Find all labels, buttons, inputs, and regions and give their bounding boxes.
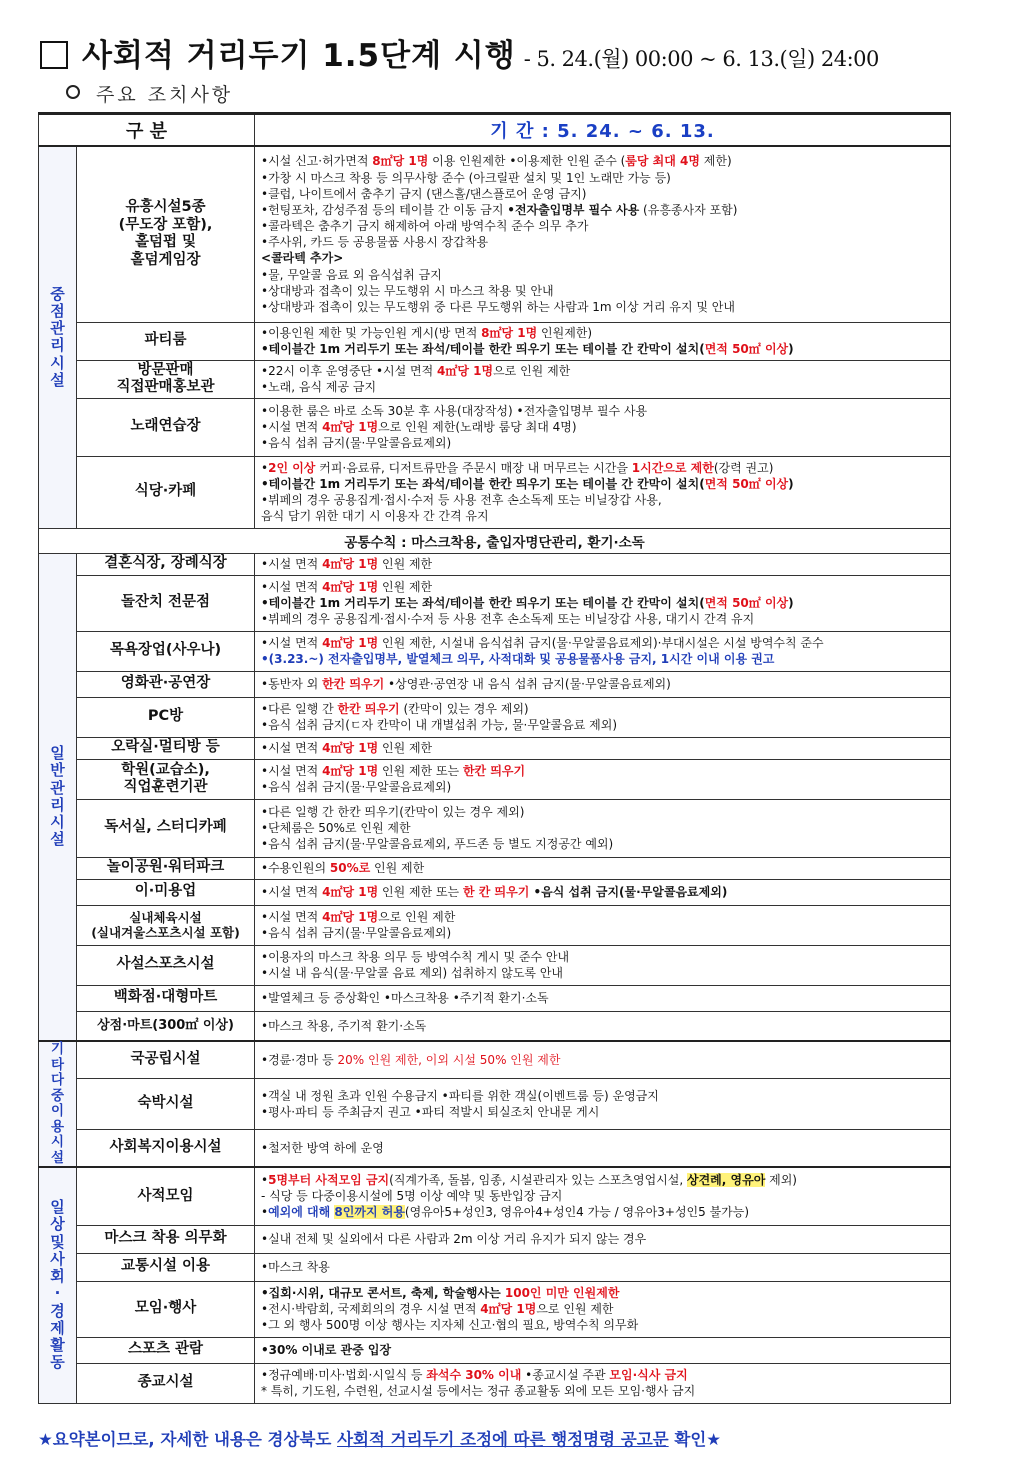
facility-details: •2인 이상 커피·음료류, 디저트류만을 주문시 매장 내 머무르는 시간을 1시간으로 제한(강력 권고) •테이블간 1m 거리두기 또는 좌석/테이블 한칸 띄우기 또는 테이블 간 칸막이 설치(면적 50㎡ 이상) •뷔페의 경우 공용집게·접시·수저 등 사용 전후 손소독제 또는 비닐장갑 사용, 음식 담기 위한 대기 시 이용자 간 간격 유지 (255, 456, 951, 528)
facility-details: •마스크 착용 (255, 1253, 951, 1281)
common-rule-row (39, 528, 951, 553)
measures-table (38, 112, 951, 1404)
table-row (39, 985, 951, 1011)
table-row (39, 1281, 951, 1337)
table-row (39, 456, 951, 528)
facility-details: •정규예배·미사·법회·시일식 등 좌석수 30% 이내 •종교시설 주관 모임·식사 금지 * 특히, 기도원, 수련원, 선교시설 등에서는 정규 종교활동 외에 모든 모임·행사 금지 (255, 1363, 951, 1403)
facility-name: 독서실, 스터디카페 (77, 799, 255, 857)
facility-details: •수용인원의 50%로 인원 제한 (255, 857, 951, 879)
facility-name: 영화관·공연장 (77, 671, 255, 697)
facility-name: 결혼식장, 장례식장 (77, 553, 255, 575)
facility-name: 파티룸 (77, 322, 255, 360)
table-row (39, 322, 951, 360)
facility-details: •이용한 룸은 바로 소독 30분 후 사용(대장작성) •전자출입명부 필수 사용 •시설 면적 4㎡당 1명으로 인원 제한(노래방 룸당 최대 4명) •음식 섭취 금지(물·무알콜음료제외) (255, 398, 951, 456)
facility-name: 목욕장업(사우나) (77, 631, 255, 671)
footer-text-end: 확인★ (668, 1430, 722, 1449)
table-row (39, 799, 951, 857)
table-row (39, 553, 951, 575)
facility-details: •시설 면적 4㎡당 1명 인원 제한 또는 한 칸 띄우기 •음식 섭취 금지(물·무알콜음료제외) (255, 879, 951, 905)
table-row (39, 146, 951, 322)
facility-details: •경륜·경마 등 20% 인원 제한, 이외 시설 50% 인원 제한 (255, 1041, 951, 1079)
facility-details: •집회·시위, 대규모 콘서트, 축제, 학술행사는 100인 미만 인원제한 •전시·박람회, 국제회의의 경우 시설 면적 4㎡당 1명으로 인원 제한 •그 외 행사 500명 이상 행사는 지자체 신고·협의 필요, 방역수칙 의무화 (255, 1281, 951, 1337)
facility-details: •30% 이내로 관중 입장 (255, 1337, 951, 1363)
facility-name: 사적모임 (77, 1167, 255, 1225)
facility-name: 사설스포츠시설 (77, 945, 255, 985)
group-label-focus: 중점관리시설 (39, 146, 77, 528)
facility-name: 오락실·멀티방 등 (77, 737, 255, 759)
group-label-other: 기타다중이용시설 (39, 1041, 77, 1167)
table-row (39, 1011, 951, 1041)
header-period: 기 간 : 5. 24. ~ 6. 13. (255, 114, 951, 147)
circle-bullet-icon (66, 85, 80, 99)
table-row (39, 1079, 951, 1129)
facility-name: 교통시설 이용 (77, 1253, 255, 1281)
common-rule: 공통수칙 : 마스크착용, 출입자명단관리, 환기·소독 (39, 528, 951, 553)
facility-name: 숙박시설 (77, 1079, 255, 1129)
facility-details: •동반자 외 한칸 띄우기 •상영관·공연장 내 음식 섭취 금지(물·무알콜음료제외) (255, 671, 951, 697)
facility-name: 국공립시설 (77, 1041, 255, 1079)
table-row (39, 631, 951, 671)
table-row (39, 737, 951, 759)
table-row (39, 879, 951, 905)
facility-name: 놀이공원·워터파크 (77, 857, 255, 879)
facility-name: 유흥시설5종 (무도장 포함), 홀덤펍 및 홀덤게임장 (77, 146, 255, 322)
table-row (39, 398, 951, 456)
facility-details: •시설 면적 4㎡당 1명 인원 제한 (255, 737, 951, 759)
period-range: - 5. 24.(월) 00:00 ~ 6. 13.(일) 24:00 (523, 47, 879, 71)
page-header (40, 30, 1000, 74)
facility-name: 백화점·대형마트 (77, 985, 255, 1011)
facility-details: •시설 면적 4㎡당 1명으로 인원 제한 •음식 섭취 금지(물·무알콜음료제외) (255, 905, 951, 945)
facility-details: •이용인원 제한 및 가능인원 게시(방 면적 8㎡당 1명 인원제한) •테이블간 1m 거리두기 또는 좌석/테이블 한칸 띄우기 또는 테이블 간 칸막이 설치(면적 50㎡ 이상) (255, 322, 951, 360)
facility-details: •시설 면적 4㎡당 1명 인원 제한 •테이블간 1m 거리두기 또는 좌석/테이블 한칸 띄우기 또는 테이블 간 칸막이 설치(면적 50㎡ 이상) •뷔페의 경우 공용집게·접시·수저 등 사용 전후 손소독제 또는 비닐장갑 사용, 대기시 간격 유지 (255, 575, 951, 631)
table-row (39, 1253, 951, 1281)
facility-name: 돌잔치 전문점 (77, 575, 255, 631)
facility-details: •시설 면적 4㎡당 1명 인원 제한 또는 한칸 띄우기 •음식 섭취 금지(물·무알콜음료제외) (255, 759, 951, 799)
footer-note (38, 1426, 721, 1450)
facility-name: 실내체육시설 (실내겨울스포츠시설 포함) (77, 905, 255, 945)
table-row (39, 1363, 951, 1403)
facility-details: •시설 신고·허가면적 8㎡당 1명 이용 인원제한 •이용제한 인원 준수 (룸당 최대 4명 제한) •가창 시 마스크 착용 등 의무사항 준수 (아크릴판 설치 및 1인 노래만 가능 등) •클럽, 나이트에서 춤추기 금지 (댄스홀/댄스플로어 운영 금지) •헌팅포차, 감성주점 등의 테이블 간 이동 금지 •전자출입명부 필수 사용 (유흥종사자 포함) •콜라텍은 춤추기 금지 해제하여 아래 방역수칙 준수 의무 추가 •주사위, 카드 등 공용물품 사용시 장갑착용 <콜라텍 추가> •물, 무알콜 음료 외 음식섭취 금지 •상대방과 접촉이 있는 무도행위 시 마스크 착용 및 안내 •상대방과 접촉이 있는 무도행위 중 다른 무도행위 하는 사람과 1m 이상 거리 유지 및 안내 (255, 146, 951, 322)
table-row (39, 1129, 951, 1167)
facility-details: •다른 일행 간 한칸 띄우기(칸막이 있는 경우 제외) •단체룸은 50%로 인원 제한 •음식 섭취 금지(물·무알콜음료제외, 푸드존 등 별도 지정공간 예외) (255, 799, 951, 857)
facility-details: •다른 일행 간 한칸 띄우기 (칸막이 있는 경우 제외) •음식 섭취 금지(ㄷ자 칸막이 내 개별섭취 가능, 물·무알콜음료 제외) (255, 697, 951, 737)
section-subtitle (66, 80, 233, 107)
facility-name: PC방 (77, 697, 255, 737)
header-category: 구 분 (39, 114, 255, 147)
facility-details: •객실 내 정원 초과 인원 수용금지 •파티를 위한 객실(이벤트룸 등) 운영금지 •평사·파티 등 주최금지 권고 •파티 적발시 퇴실조치 안내문 게시 (255, 1079, 951, 1129)
table-row (39, 1225, 951, 1253)
facility-name: 사회복지이용시설 (77, 1129, 255, 1167)
table-row (39, 697, 951, 737)
facility-name: 상점·마트(300㎡ 이상) (77, 1011, 255, 1041)
table-row (39, 1337, 951, 1363)
square-bullet-icon (40, 41, 68, 69)
table-row (39, 360, 951, 398)
facility-details: •실내 전체 및 실외에서 다른 사람과 2m 이상 거리 유지가 되지 않는 경우 (255, 1225, 951, 1253)
facility-name: 학원(교습소), 직업훈련기관 (77, 759, 255, 799)
table-row (39, 1041, 951, 1079)
table-row (39, 671, 951, 697)
facility-name: 방문판매 직접판매홍보관 (77, 360, 255, 398)
facility-details: •시설 면적 4㎡당 1명 인원 제한, 시설내 음식섭취 금지(물·무알콜음료제외)·부대시설은 시설 방역수칙 준수 •(3.23.~) 전자출입명부, 발열체크 의무, 사적대화 및 공용물품사용 금지, 1시간 이내 이용 권고 (255, 631, 951, 671)
facility-details: •22시 이후 운영중단 •시설 면적 4㎡당 1명으로 인원 제한 •노래, 음식 제공 금지 (255, 360, 951, 398)
facility-name: 모임·행사 (77, 1281, 255, 1337)
facility-name: 종교시설 (77, 1363, 255, 1403)
facility-details: •마스크 착용, 주기적 환기·소독 (255, 1011, 951, 1041)
table-row (39, 905, 951, 945)
facility-details: •철저한 방역 하에 운영 (255, 1129, 951, 1167)
table-row (39, 857, 951, 879)
table-header-row (39, 114, 951, 147)
table-row (39, 759, 951, 799)
table-row (39, 1167, 951, 1225)
subtitle-text: 주요 조치사항 (96, 84, 234, 106)
facility-details: •5명부터 사적모임 금지(직계가족, 돌봄, 임종, 시설관리자 있는 스포츠영업시설, 상견례, 영유아 제외) - 식당 등 다중이용시설에 5명 이상 예약 및 동반입장 금지 •예외에 대해 8인까지 허용(영유아5+성인3, 영유아4+성인4 가능 / 영유아3+성인5 불가능) (255, 1167, 951, 1225)
footer-link-text: 사회적 거리두기 조정에 따른 행정명령 공고문 (337, 1430, 669, 1449)
facility-name: 마스크 착용 의무화 (77, 1225, 255, 1253)
facility-details: •시설 면적 4㎡당 1명 인원 제한 (255, 553, 951, 575)
facility-name: 노래연습장 (77, 398, 255, 456)
table-row (39, 945, 951, 985)
table-row (39, 575, 951, 631)
facility-details: •발열체크 등 증상확인 •마스크착용 •주기적 환기·소독 (255, 985, 951, 1011)
page-title: 사회적 거리두기 1.5단계 시행 (82, 38, 516, 74)
group-label-daily: 일상및사회·경제활동 (39, 1167, 77, 1403)
footer-text: ★요약본이므로, 자세한 내용은 경상북도 (38, 1430, 338, 1449)
facility-name: 이·미용업 (77, 879, 255, 905)
group-label-general: 일반관리시설 (39, 553, 77, 1041)
facility-name: 스포츠 관람 (77, 1337, 255, 1363)
facility-name: 식당·카페 (77, 456, 255, 528)
facility-details: •이용자의 마스크 착용 의무 등 방역수칙 게시 및 준수 안내 •시설 내 음식(물·무알콜 음료 제외) 섭취하지 않도록 안내 (255, 945, 951, 985)
